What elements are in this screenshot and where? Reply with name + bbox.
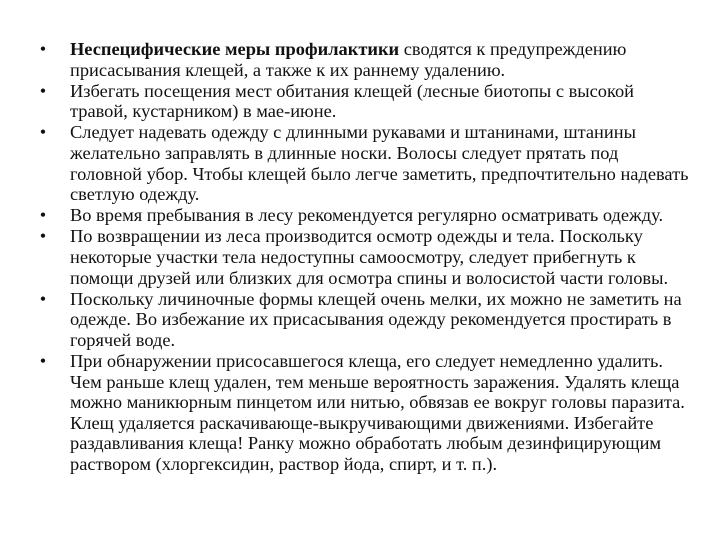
bullet-icon: •	[39, 122, 47, 143]
bullet-item-4	[36, 205, 692, 226]
bullet-icon: •	[39, 350, 47, 371]
bullet-item-2	[36, 81, 692, 122]
bullet-item-6	[36, 289, 692, 351]
bullet-text: По возвращении из леса производится осмотр одежды и тела. Поскольку некоторые участки тела недоступны самоосмотру, следует прибегнуть к помощи друзей или близких для осмотра спины и волосистой части головы.	[70, 226, 669, 288]
bullet-icon: •	[39, 80, 47, 101]
bullet-icon: •	[39, 39, 47, 59]
bullet-icon: •	[39, 226, 47, 247]
bullet-bold-text: Неспецифические меры профилактики	[70, 39, 400, 59]
bullet-icon: •	[39, 288, 47, 309]
bullet-item-3	[36, 122, 692, 204]
bullet-item-7	[36, 351, 692, 475]
bullet-item-5	[36, 226, 692, 288]
bullet-text: Во время пребывания в лесу рекомендуется регулярно осматривать одежду.	[70, 205, 664, 226]
bullet-list	[36, 39, 692, 474]
bullet-text: Поскольку личиночные формы клещей очень мелки, их можно не заметить на одежде. Во избежание их присасывания одежду рекомендуется простирать в горячей воде.	[70, 288, 682, 350]
bullet-text: Следует надевать одежду с длинными рукавами и штанинами, штанины желательно заправлять в длинные носки. Волосы следует прятать под головной убор. Чтобы клещей было легче заметить, предпочтительно надевать светлую одежду.	[70, 122, 689, 205]
bullet-text: При обнаружении присосавшегося клеща, его следует немедленно удалить. Чем раньше клещ удален, тем меньше вероятность заражения. Удалять клеща можно маникюрным пинцетом или нитью, обвязав ее вокруг головы паразита. Клещ удаляется раскачивающе-выкручивающими движениями. Избегайте раздавливания клеща! Ранку можно обработать любым дезинфицирующим раствором (хлоргексидин, раствор йода, спирт, и т. п.).	[70, 350, 685, 474]
bullet-text: Избегать посещения мест обитания клещей (лесные биотопы с высокой травой, кустарником) в мае-июне.	[70, 80, 635, 122]
bullet-text: сводятся к предупреждению присасывания клещей, а также к их раннему удалению.	[70, 39, 627, 80]
bullet-icon: •	[39, 205, 47, 226]
bullet-item-1	[36, 39, 692, 80]
